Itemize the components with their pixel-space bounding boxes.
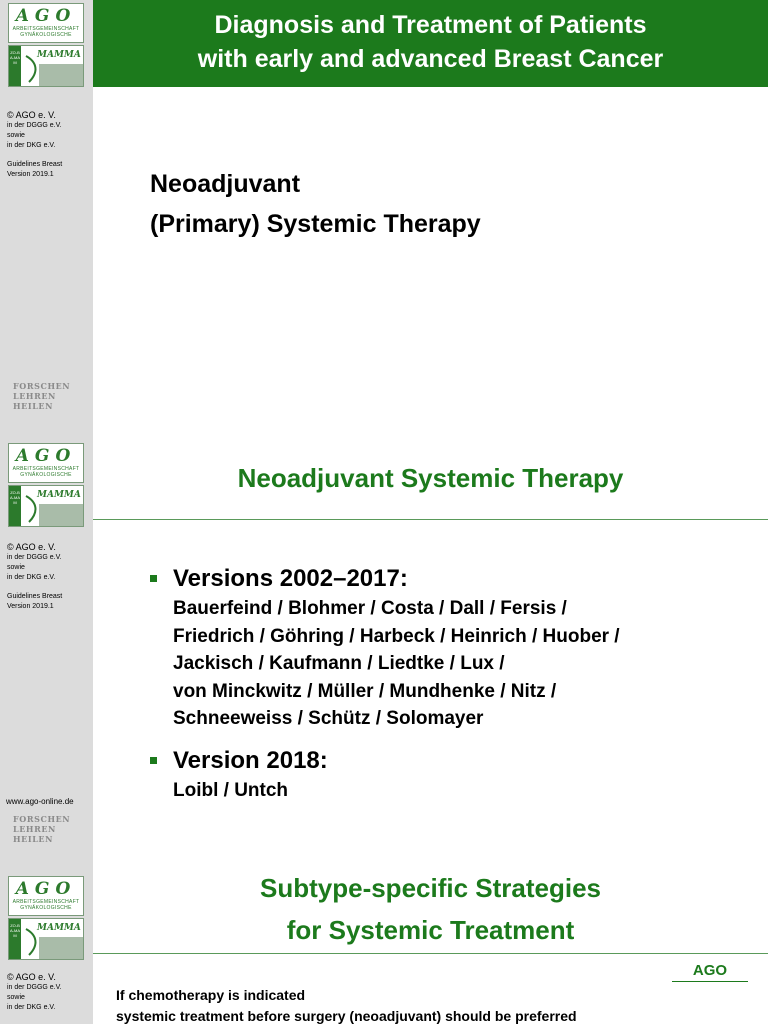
recommendation-text: If chemotherapy is indicated systemic treatment before surgery (neoadjuvant) should be preferred: [116, 987, 577, 1024]
guidelines-line: Guidelines Breast: [7, 161, 63, 168]
ago-logo: AGO ARBEITSGEMEINSCHAFT GYNÄKOLOGISCHE: [8, 443, 84, 483]
header-bar: [93, 0, 768, 87]
mamma-logo-vertical-text: ZO-BA-MAM: [10, 50, 20, 65]
mamma-logo: [8, 45, 84, 87]
ago-logo: [8, 3, 84, 43]
motto: FORSCHEN LEHREN HEILEN: [13, 814, 71, 844]
website-link[interactable]: www.ago-online.de: [6, 797, 74, 806]
ago-logo-text: AGO: [15, 6, 77, 26]
bullet-body: Loibl / Untch: [173, 779, 289, 801]
sidebar-copyright: © AGO e. V. in der DGGG e.V. sowie in der DKG e.V. Guidelines Breast Version 2019.1: [7, 542, 63, 610]
ago-logo-group: [8, 3, 84, 87]
version-line: Version 2019.1: [7, 171, 54, 178]
mamma-logo-text: MAMMA: [37, 50, 81, 60]
bullet-icon: [150, 757, 157, 764]
divider: [93, 519, 768, 520]
ago-logo: AGO ARBEITSGEMEINSCHAFT GYNÄKOLOGISCHE: [8, 876, 84, 916]
org-name: AGO e. V.: [15, 110, 56, 120]
ago-logo-group: [8, 443, 84, 527]
bullet-item: Version 2018:: [150, 745, 620, 777]
ago-logo-sub: ARBEITSGEMEINSCHAFT: [12, 26, 80, 32]
header-title-line: Diagnosis and Treatment of Patients: [214, 11, 647, 39]
org-line: in der DGGG e.V.: [7, 122, 62, 129]
copyright-symbol: ©: [7, 110, 14, 120]
header-title-line: with early and advanced Breast Cancer: [197, 45, 664, 73]
ago-label: AGO: [672, 961, 748, 982]
slide1-title: Neoadjuvant (Primary) Systemic Therapy: [150, 170, 481, 238]
motto: FORSCHEN LEHREN HEILEN: [13, 381, 71, 411]
sidebar-copyright: [7, 110, 91, 180]
mamma-logo: ZO-BA-MAM MAMMA: [8, 918, 84, 960]
bullet-item: Versions 2002–2017:: [150, 563, 620, 595]
slide3-title: Subtype-specific Strategies for Systemic Treatment: [260, 873, 601, 945]
sidebar-copyright: © AGO e. V. in der DGGG e.V. sowie in der DKG e.V.: [7, 972, 62, 1011]
bullet-body: Bauerfeind / Blohmer / Costa / Dall / Fersis / Friedrich / Göhring / Harbeck / Heinrich / Huober / Jackisch / Kaufmann / Liedtke / Lux / von Minckwitz / Müller / Mundhenke / Nitz / Schneeweiss / Schütz / Solomayer: [173, 598, 620, 729]
divider: [93, 953, 768, 954]
org-line: in der DKG e.V.: [7, 142, 56, 149]
ago-logo-sub: GYNÄKOLOGISCHE: [20, 32, 72, 38]
ago-logo-group: [8, 876, 84, 960]
bullet-list: [150, 563, 620, 804]
mamma-logo: ZO-BA-MAM MAMMA: [8, 485, 84, 527]
bullet-icon: [150, 575, 157, 582]
slide2-title: Neoadjuvant Systemic Therapy: [237, 463, 624, 493]
org-line: sowie: [7, 132, 25, 139]
